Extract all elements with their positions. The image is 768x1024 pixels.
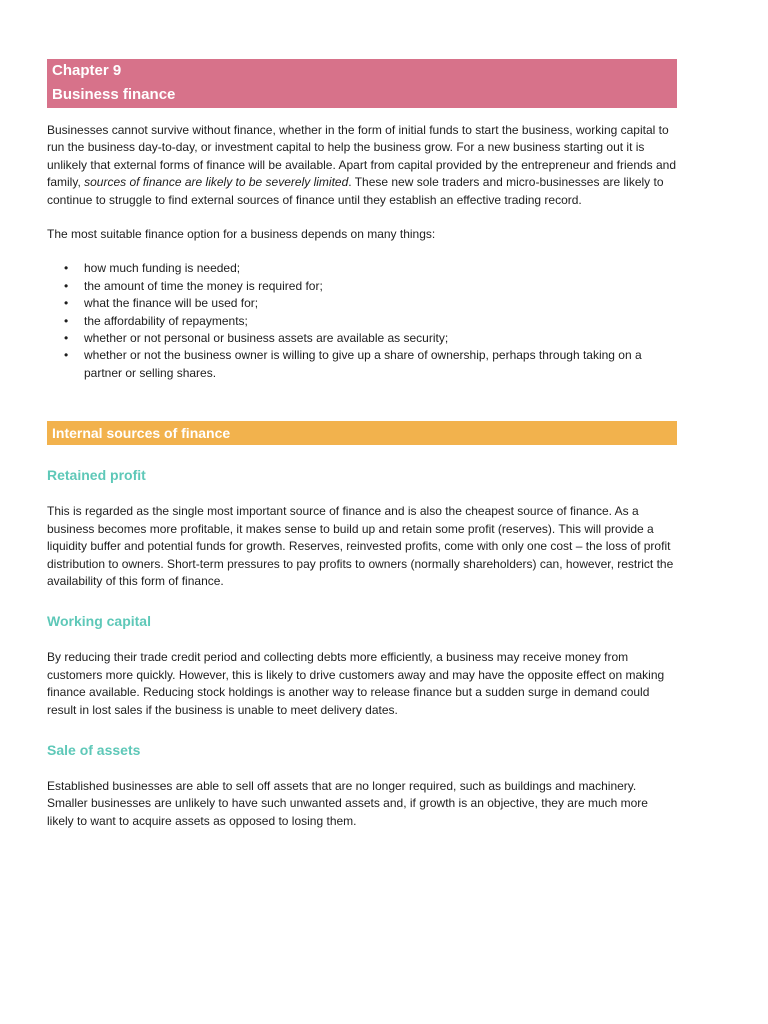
chapter-banner	[47, 59, 677, 108]
list-item	[47, 278, 677, 295]
working-capital-paragraph: By reducing their trade credit period and collecting debts more efficiently, a business may receive money from customers more quickly. However, this is likely to drive customers away and may have the opposite effect on making finance available. Reducing stock holdings is another way to release finance but a sudden surge in demand could result in lost sales if the business is unable to meet delivery dates.	[47, 650, 665, 717]
sale-of-assets-paragraph: Established businesses are able to sell off assets that are no longer required, such as buildings and machinery. Smaller businesses are unlikely to have such unwanted assets and, if growth is an objective, they are much more likely to want to acquire assets as opposed to losing them.	[47, 778, 648, 828]
intro-emphasis: sources of finance are likely to be severely limited	[84, 175, 349, 190]
retained-profit-heading: Retained profit	[47, 467, 146, 484]
list-item	[47, 347, 677, 382]
list-item-text: what the finance will be used for;	[84, 296, 259, 311]
list-item	[47, 330, 677, 347]
bullet-icon: •	[64, 296, 69, 311]
bullet-icon: •	[64, 331, 69, 346]
working-capital-heading: Working capital	[47, 613, 151, 630]
bullet-icon: •	[64, 348, 69, 363]
document-page	[47, 59, 677, 830]
list-item-text: how much funding is needed;	[84, 261, 241, 276]
intro-text-2: . These new sole traders and micro-businesses are likely to continue to struggle to find external sources of finance until they establish an effective trading record.	[47, 175, 664, 207]
section-banner: Internal sources of finance	[47, 421, 677, 445]
list-item	[47, 260, 677, 277]
intro-paragraph	[47, 122, 677, 209]
bullet-icon: •	[64, 261, 69, 276]
intro-text-1: Businesses cannot survive without finance, whether in the form of initial funds to start the business, working capital to run the business day-to-day, or investment capital to help the business grow. For a new business starting out it is unlikely that external forms of finance will be available. Apart from capital provided by the entrepreneur and friends and family,	[47, 123, 677, 190]
list-item	[47, 313, 677, 330]
retained-profit-paragraph: This is regarded as the single most important source of finance and is also the cheapest source of finance. As a business becomes more profitable, it makes sense to build up and retain some profit (reserves). This will provide a liquidity buffer and potential funds for growth. Reserves, reinvested profits, come with only one cost – the loss of profit distribution to owners. Short-term pressures to pay profits to owners (normally shareholders) can, however, restrict the availability of this form of finance.	[47, 504, 674, 588]
sale-of-assets-heading: Sale of assets	[47, 741, 141, 758]
chapter-number: Chapter 9	[52, 62, 122, 79]
bullet-icon: •	[64, 278, 69, 293]
bullet-icon: •	[64, 313, 69, 328]
list-item-text: whether or not the business owner is willing to give up a share of ownership, perhaps through taking on a partner or selling shares.	[84, 348, 642, 380]
chapter-title: Business finance	[52, 86, 176, 103]
list-item	[47, 295, 677, 312]
list-item-text: whether or not personal or business assets are available as security;	[84, 331, 449, 346]
list-item-text: the amount of time the money is required for;	[84, 278, 323, 293]
list-item-text: the affordability of repayments;	[84, 313, 248, 328]
factors-list	[47, 260, 677, 382]
factors-lead: The most suitable finance option for a business depends on many things:	[47, 227, 436, 242]
